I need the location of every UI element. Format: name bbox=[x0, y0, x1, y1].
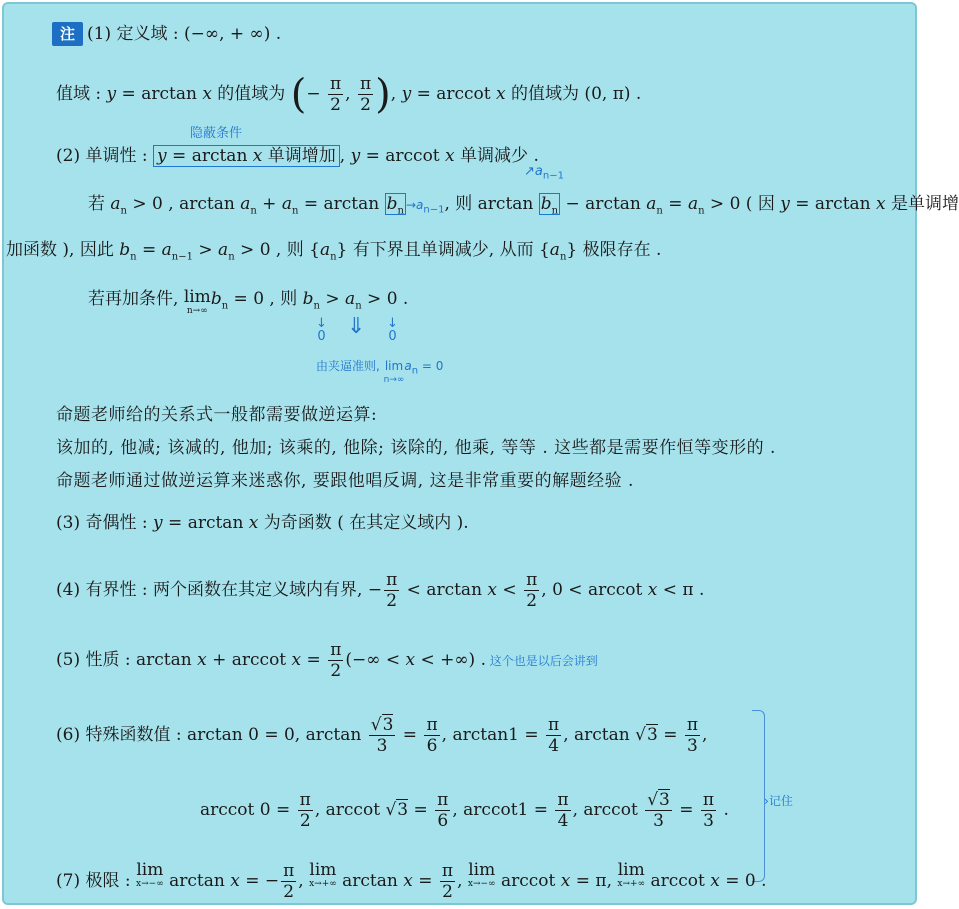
note-tag: 注 bbox=[52, 22, 83, 46]
line-special-arctan: (6) 特殊函数值 : arctan 0 = 0, arctan $\frac{√3}{3}$ = $\frac{\pi}{6}$ , arctan1 = $\frac{\pi}{4}$ , arctan √3 = $\frac{\pi}{3}$ , bbox=[56, 715, 708, 756]
line-extra-condition: 若再加条件, lim n→∞ $b_n = 0$ , 则 $b_n > a_n > 0$ . bbox=[88, 287, 409, 316]
line-narrative-2: 该加的, 他减; 该减的, 他加; 该乘的, 他除; 该除的, 他乘, 等等 . 这些都是需要作恒等变形的 . bbox=[56, 438, 776, 458]
note-zero-left: ↓ 0 bbox=[316, 316, 327, 344]
line-monotonic: (2) 单调性 : y = arctan x 单调增加 , y = arccot x 单调减少 . bbox=[56, 146, 539, 166]
note-hidden-condition: 隐蔽条件 bbox=[190, 126, 243, 141]
line-hence: 加函数 ), 因此 $b_n = a_{n-1} > a_n > 0$ , 则 $\{a_n\}$ 有下界且单调减少, 从而 $\{a_n\}$ 极限存在 . bbox=[6, 240, 662, 263]
note-remember: ›记住 bbox=[764, 794, 793, 808]
note-panel bbox=[2, 2, 959, 905]
line-property: (5) 性质 : arctan x + arccot x = $\frac{\pi}{2}$ (−∞ < x < +∞) . 这个也是以后会讲到 bbox=[56, 640, 598, 681]
line-domain: 注 (1) 定义域 : (−∞, + ∞) . bbox=[52, 22, 915, 46]
note-zero-right: ↓ 0 bbox=[387, 316, 398, 344]
line-bounded: (4) 有界性 : 两个函数在其定义域内有界, − $\frac{\pi}{2}$ < arctan x < $\frac{\pi}{2}$ , 0 < arccot x < π . bbox=[56, 570, 705, 611]
line-if-an: 若 $a_n > 0$ , $\arctan a_n + a_n = \arctan b_n \to a_{n-1}$, 则 $\arctan b_n - \arctan a_n = a_n > 0$ ( 因 y = arctan x 是单调增 bbox=[88, 194, 959, 217]
note-double-arrow: ⇓ bbox=[347, 314, 366, 339]
note-squeeze: 由夹逼准则, lim n→∞ $a_n = 0$ bbox=[316, 359, 444, 385]
line-limits: (7) 极限 : lim x→−∞ arctan x = − $\frac{\pi}{2}$ , lim x→+∞ arctan x = $\frac{\pi}{2}$ , lim x→−∞ arccot x = π, lim x→+∞ arccot x = 0 . bbox=[56, 860, 767, 902]
line-special-arccot: arccot 0 = $\frac{\pi}{2}$ , arccot √3 = $\frac{\pi}{6}$ , arccot1 = $\frac{\pi}{4}$ , arccot $\frac{√3}{3}$ = $\frac{\pi}{3}$ . bbox=[200, 790, 729, 831]
line-range: 值域 : y = arctan x 的值域为 (− $\frac{\pi}{2}$ , $\frac{\pi}{2}$ ), y = arccot x 的值域为 (0, π) . bbox=[56, 71, 642, 118]
line-narrative-3: 命题老师通过做逆运算来迷惑你, 要跟他唱反调, 这是非常重要的解题经验 . bbox=[56, 471, 634, 491]
line-parity: (3) 奇偶性 : y = arctan x 为奇函数 ( 在其定义域内 ). bbox=[56, 513, 469, 533]
line-narrative-1: 命题老师给的关系式一般都需要做逆运算: bbox=[56, 405, 378, 425]
boxed-arctan-increasing: y = arctan x 单调增加 bbox=[153, 145, 340, 167]
note-an1-upper: $↗a_{n-1}$ bbox=[524, 164, 564, 182]
